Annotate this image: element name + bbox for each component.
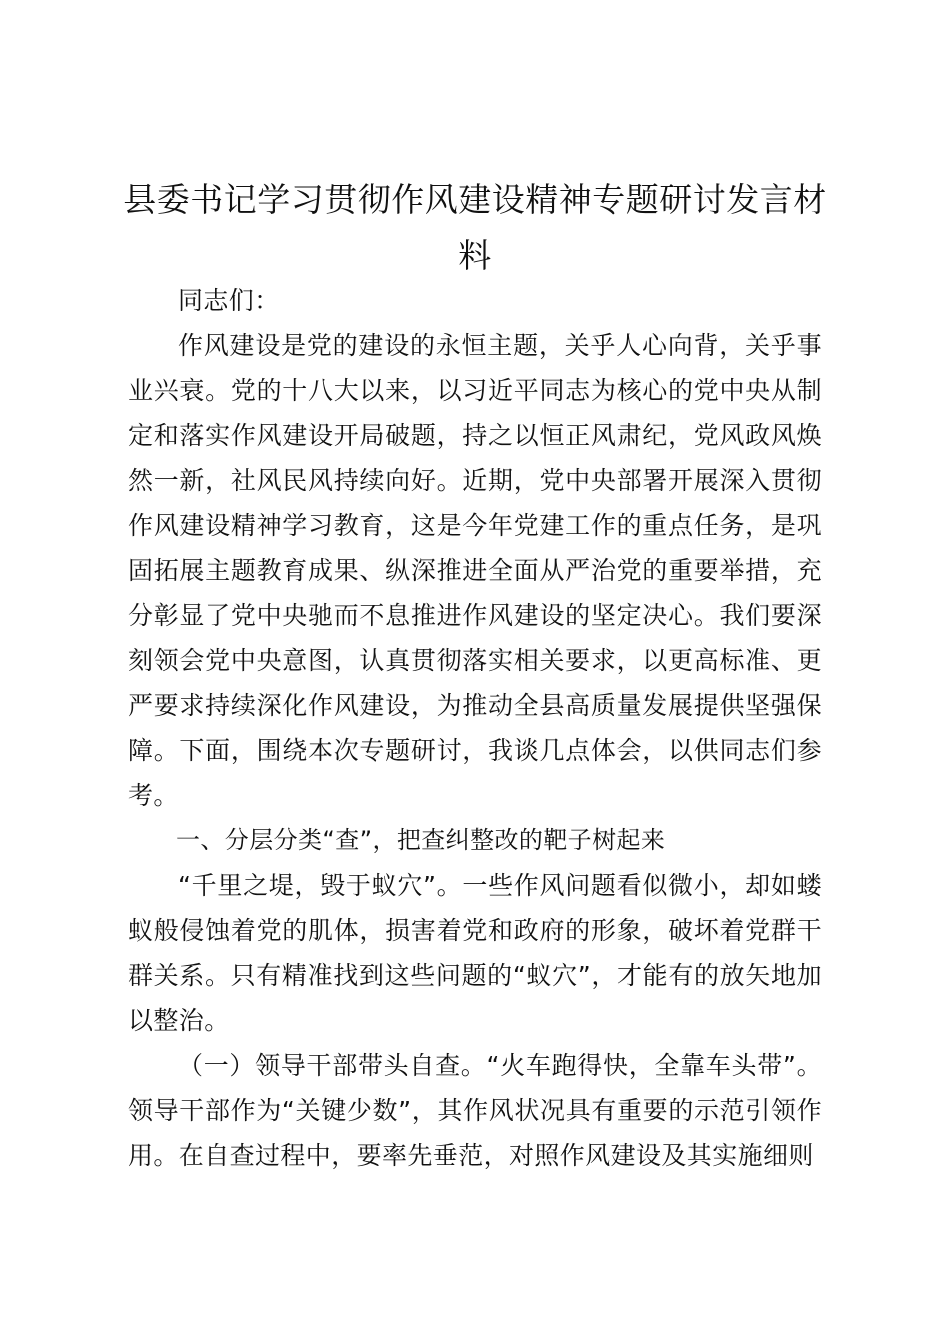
subsection-1-paragraph: （一）领导干部带头自查。“火车跑得快，全靠车头带”。领导干部作为“关键少数”，其作风状况具有重要的示范引领作用。在自查过程中，要率先垂范，对照作风建设及其实施细则 — [128, 1051, 822, 1170]
salutation-paragraph: 同志们： — [178, 286, 280, 315]
section-1-paragraph: “千里之堤，毁于蚁穴”。一些作风问题看似微小，却如蝼蚁般侵蚀着党的肌体，损害着党和政府的形象，破坏着党群干群关系。只有精准找到这些问题的“蚁穴”，才能有的放矢地加以整治。 — [128, 871, 822, 1035]
document-body — [128, 278, 822, 1178]
document-title: 县委书记学习贯彻作风建设精神专题研讨发言材料 — [123, 180, 827, 275]
section-heading-1: 一、分层分类“查”，把查纠整改的靶子树起来 — [176, 826, 666, 854]
intro-paragraph: 作风建设是党的建设的永恒主题，关乎人心向背，关乎事业兴衰。党的十八大以来，以习近平同志为核心的党中央从制定和落实作风建设开局破题，持之以恒正风肃纪，党风政风焕然一新，社风民风持续向好。近期，党中央部署开展深入贯彻作风建设精神学习教育，这是今年党建工作的重点任务，是巩固拓展主题教育成果、纵深推进全面从严治党的重要举措，充分彰显了党中央驰而不息推进作风建设的坚定决心。我们要深刻领会党中央意图，认真贯彻落实相关要求，以更高标准、更严要求持续深化作风建设，为推动全县高质量发展提供坚强保障。下面，围绕本次专题研讨，我谈几点体会，以供同志们参考。 — [128, 331, 822, 810]
